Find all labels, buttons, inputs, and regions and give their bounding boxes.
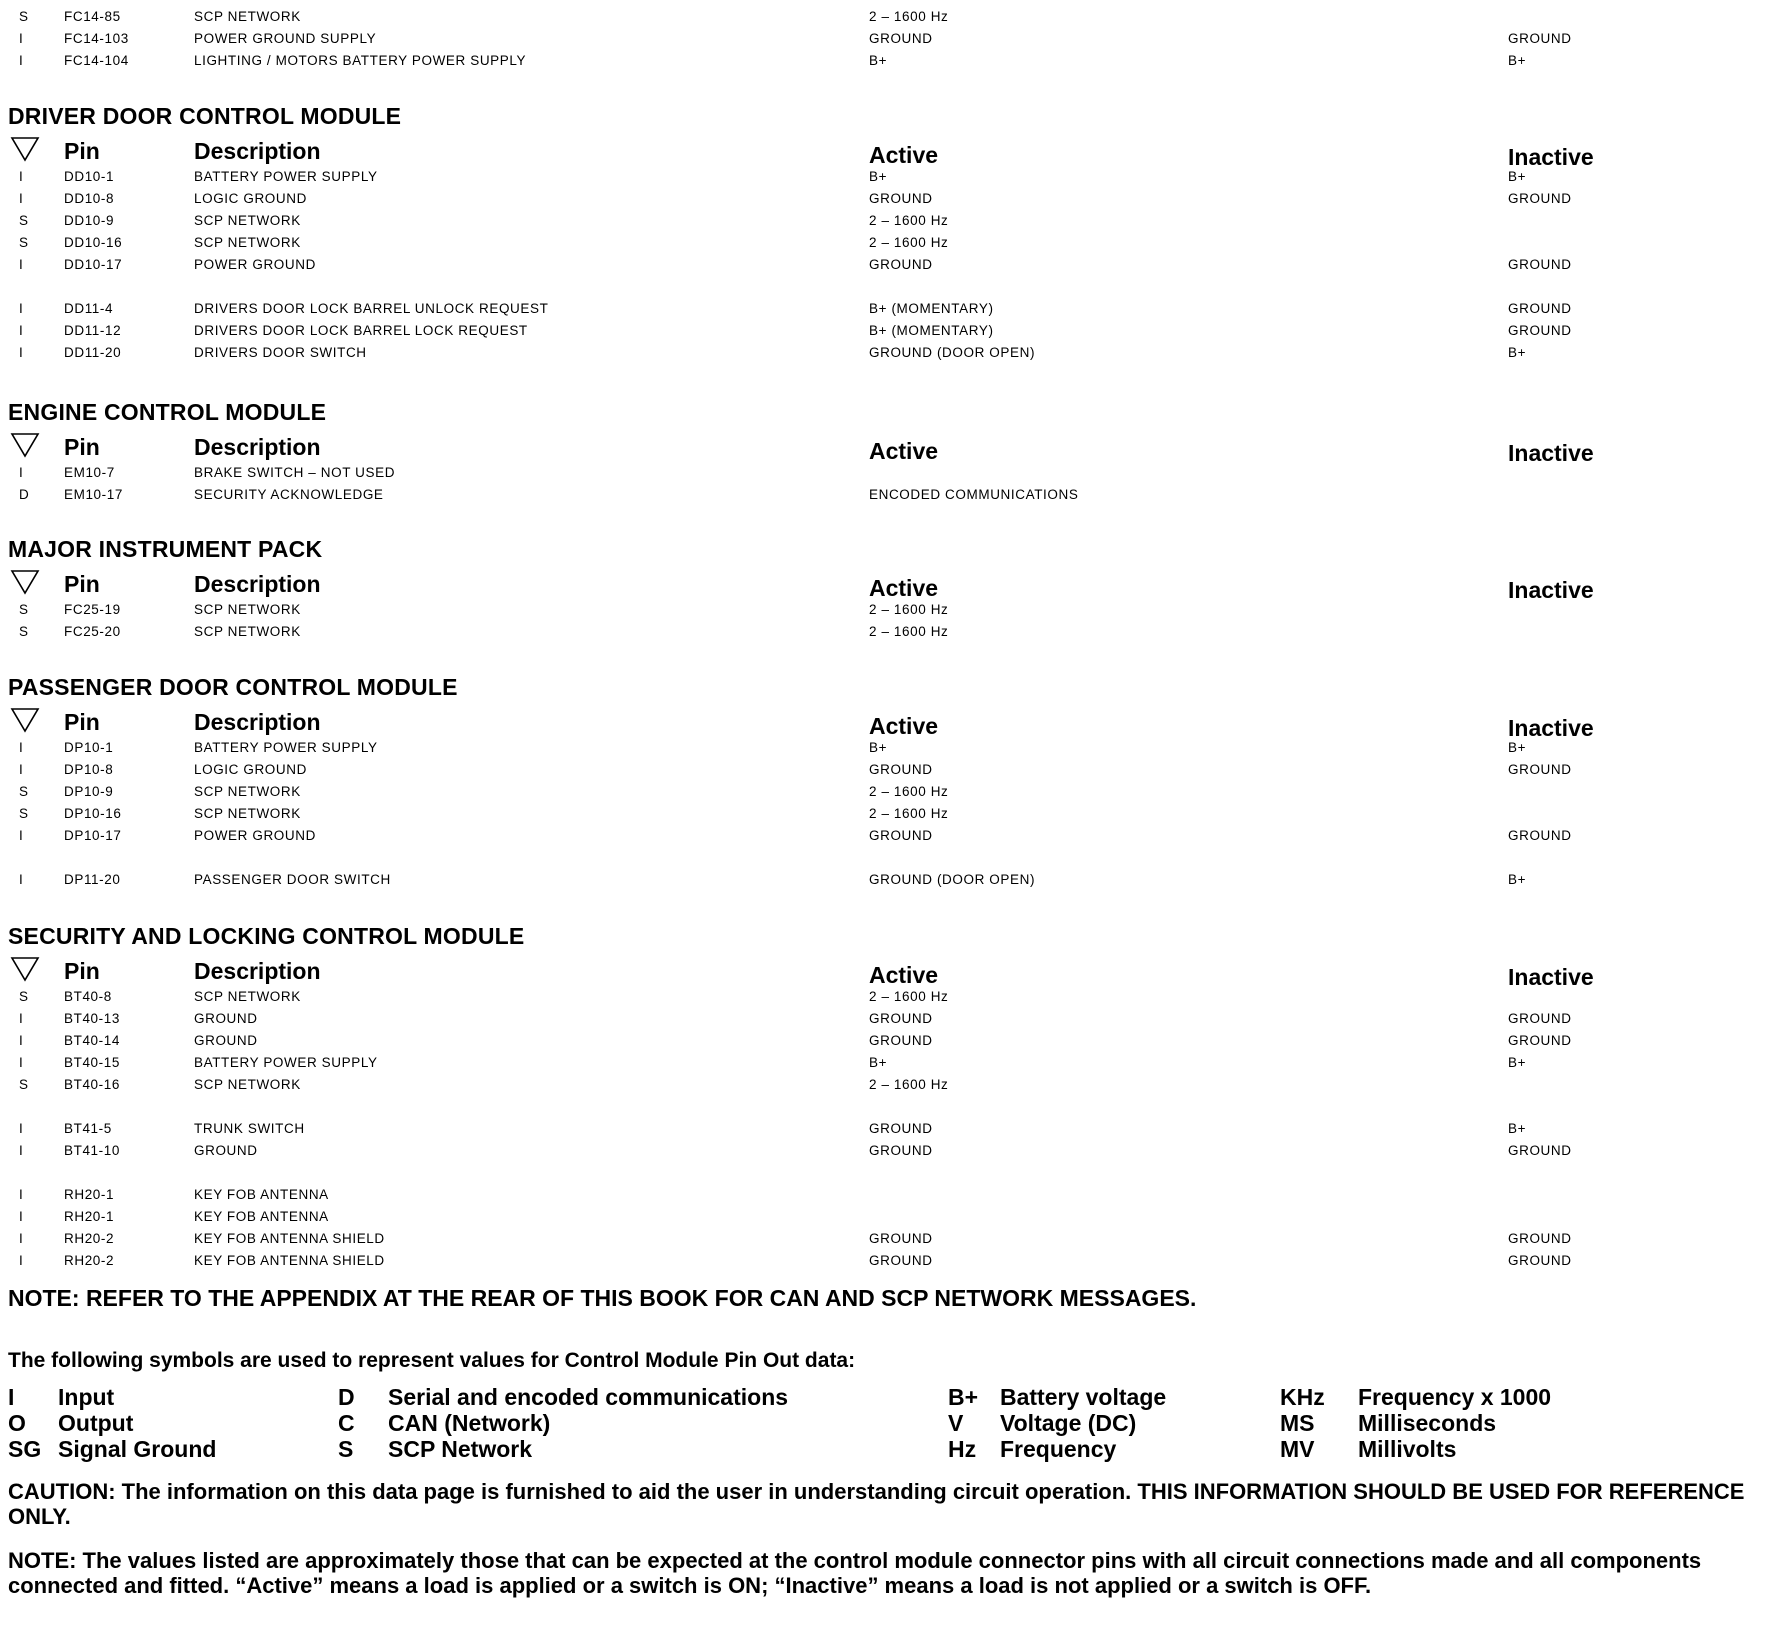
column-header-row: [0, 430, 1790, 464]
triangle-icon: [10, 136, 40, 162]
legend-label: Signal Ground: [58, 1436, 217, 1462]
legend-row: [0, 1384, 1790, 1410]
pin-id: FC14-85: [64, 9, 121, 24]
pin-type: I: [19, 740, 24, 755]
table-row: [0, 1074, 1790, 1096]
pin-inactive-value: GROUND: [1508, 762, 1572, 777]
pin-description: BATTERY POWER SUPPLY: [194, 1055, 378, 1070]
legend-symbol: V: [948, 1410, 964, 1436]
header-inactive: Inactive: [1508, 577, 1594, 603]
pin-description: KEY FOB ANTENNA SHIELD: [194, 1253, 385, 1268]
header-pin: Pin: [64, 571, 100, 597]
header-inactive: Inactive: [1508, 715, 1594, 741]
pin-description: SCP NETWORK: [194, 784, 301, 799]
pin-description: SCP NETWORK: [194, 602, 301, 617]
caution-note: CAUTION: The information on this data page is furnished to aid the user in understanding circuit operation. THIS INFORMATION SHOULD BE USED FOR REFERENCE ONLY.: [8, 1479, 1745, 1529]
pin-active-value: GROUND: [869, 1033, 933, 1048]
table-row: [0, 759, 1790, 781]
pin-description: SCP NETWORK: [194, 213, 301, 228]
pin-type: I: [19, 1143, 24, 1158]
pin-type: I: [19, 1055, 24, 1070]
pin-id: FC25-19: [64, 602, 121, 617]
pin-id: DD11-4: [64, 301, 114, 316]
pin-type: I: [19, 1033, 24, 1048]
pin-type: I: [19, 169, 24, 184]
pin-active-value: 2 – 1600 Hz: [869, 235, 949, 250]
pin-active-value: 2 – 1600 Hz: [869, 806, 949, 821]
pin-id: BT40-14: [64, 1033, 120, 1048]
pin-inactive-value: B+: [1508, 1055, 1527, 1070]
pin-type: I: [19, 31, 24, 46]
pin-description: KEY FOB ANTENNA: [194, 1187, 329, 1202]
table-row: [0, 1008, 1790, 1030]
header-description: Description: [194, 571, 321, 597]
header-description: Description: [194, 138, 321, 164]
pin-inactive-value: GROUND: [1508, 191, 1572, 206]
section-title: MAJOR INSTRUMENT PACK: [8, 536, 323, 562]
pin-active-value: GROUND: [869, 828, 933, 843]
pin-active-value: ENCODED COMMUNICATIONS: [869, 487, 1079, 502]
pin-description: PASSENGER DOOR SWITCH: [194, 872, 391, 887]
table-row: [0, 986, 1790, 1008]
table-row: [0, 825, 1790, 847]
pin-id: DP10-17: [64, 828, 122, 843]
pin-type: I: [19, 1187, 24, 1202]
header-active: Active: [869, 962, 939, 988]
section-title: DRIVER DOOR CONTROL MODULE: [8, 103, 402, 129]
pin-type: I: [19, 1011, 24, 1026]
legend-label: Millivolts: [1358, 1436, 1457, 1462]
table-row: [0, 737, 1790, 759]
values-note: NOTE: The values listed are approximately those that can be expected at the control module connector pins with all circuit connections made and all components connected and fitted. “Active” means a load is applied or a switch is ON; “Inactive” means a load is not applied or a switch is OFF.: [8, 1548, 1702, 1598]
pin-active-value: 2 – 1600 Hz: [869, 213, 949, 228]
header-description: Description: [194, 958, 321, 984]
pin-id: FC25-20: [64, 624, 121, 639]
pin-description: LOGIC GROUND: [194, 191, 307, 206]
legend-symbol: KHz: [1280, 1384, 1325, 1410]
pin-active-value: GROUND: [869, 762, 933, 777]
legend-label: Input: [58, 1384, 115, 1410]
table-row: [0, 484, 1790, 506]
pin-inactive-value: GROUND: [1508, 1253, 1572, 1268]
pin-active-value: GROUND (DOOR OPEN): [869, 872, 1036, 887]
pin-type: S: [19, 602, 29, 617]
pin-id: DP10-16: [64, 806, 122, 821]
pin-type: I: [19, 828, 24, 843]
pin-active-value: GROUND: [869, 191, 933, 206]
legend-symbol: I: [8, 1384, 15, 1410]
pin-id: DD10-17: [64, 257, 123, 272]
pin-description: GROUND: [194, 1033, 258, 1048]
pin-description: SCP NETWORK: [194, 9, 301, 24]
pin-active-value: GROUND: [869, 1253, 933, 1268]
pin-active-value: GROUND: [869, 1011, 933, 1026]
pin-active-value: B+: [869, 53, 888, 68]
column-header-row: [0, 567, 1790, 601]
pin-type: I: [19, 53, 24, 68]
pin-type: I: [19, 1231, 24, 1246]
pin-description: BATTERY POWER SUPPLY: [194, 169, 378, 184]
pin-inactive-value: GROUND: [1508, 1011, 1572, 1026]
legend-label: Battery voltage: [1000, 1384, 1167, 1410]
pin-description: POWER GROUND SUPPLY: [194, 31, 377, 46]
table-row: [0, 1030, 1790, 1052]
pin-active-value: B+: [869, 1055, 888, 1070]
triangle-icon: [10, 707, 40, 733]
pin-id: FC14-103: [64, 31, 129, 46]
pin-id: EM10-7: [64, 465, 115, 480]
pin-active-value: 2 – 1600 Hz: [869, 1077, 949, 1092]
pin-description: LIGHTING / MOTORS BATTERY POWER SUPPLY: [194, 53, 527, 68]
column-header-row: [0, 705, 1790, 739]
pin-active-value: GROUND: [869, 1143, 933, 1158]
table-row: [0, 210, 1790, 232]
pin-active-value: GROUND: [869, 1231, 933, 1246]
pin-type: I: [19, 1121, 24, 1136]
legend-row: [0, 1410, 1790, 1436]
table-row: [0, 298, 1790, 320]
table-row: [0, 254, 1790, 276]
table-row: [0, 188, 1790, 210]
pin-id: BT40-13: [64, 1011, 120, 1026]
legend-label: Milliseconds: [1358, 1410, 1497, 1436]
pin-type: I: [19, 762, 24, 777]
pin-active-value: 2 – 1600 Hz: [869, 602, 949, 617]
top-table-row: [0, 50, 1790, 72]
legend-label: Frequency x 1000: [1358, 1384, 1552, 1410]
pin-id: DD10-16: [64, 235, 123, 250]
legend-label: SCP Network: [388, 1436, 533, 1462]
pin-id: DD10-9: [64, 213, 115, 228]
pin-id: RH20-2: [64, 1253, 115, 1268]
legend-symbol: MV: [1280, 1436, 1315, 1462]
pin-type: D: [19, 487, 30, 502]
pin-id: DD11-20: [64, 345, 122, 360]
section-title: SECURITY AND LOCKING CONTROL MODULE: [8, 923, 525, 949]
pin-description: KEY FOB ANTENNA: [194, 1209, 329, 1224]
pin-active-value: GROUND: [869, 1121, 933, 1136]
pin-active-value: B+: [869, 169, 888, 184]
pin-id: EM10-17: [64, 487, 123, 502]
legend-symbol: S: [338, 1436, 354, 1462]
table-row: [0, 1228, 1790, 1250]
pin-description: SCP NETWORK: [194, 235, 301, 250]
pin-id: DD10-1: [64, 169, 115, 184]
table-row: [0, 1052, 1790, 1074]
legend-symbol: SG: [8, 1436, 42, 1462]
pin-id: DP11-20: [64, 872, 121, 887]
pin-inactive-value: GROUND: [1508, 257, 1572, 272]
legend-row: [0, 1436, 1790, 1462]
header-active: Active: [869, 575, 939, 601]
pin-type: S: [19, 624, 29, 639]
legend-symbol: O: [8, 1410, 26, 1436]
pin-type: I: [19, 872, 24, 887]
pin-id: RH20-2: [64, 1231, 115, 1246]
pin-type: S: [19, 9, 29, 24]
table-row: [0, 1250, 1790, 1272]
legend-label: CAN (Network): [388, 1410, 551, 1436]
pin-type: I: [19, 345, 24, 360]
pin-type: I: [19, 191, 24, 206]
header-active: Active: [869, 713, 939, 739]
pin-inactive-value: GROUND: [1508, 301, 1572, 316]
header-pin: Pin: [64, 709, 100, 735]
pin-id: DP10-9: [64, 784, 114, 799]
pin-id: DD10-8: [64, 191, 115, 206]
pin-inactive-value: GROUND: [1508, 1143, 1572, 1158]
column-header-row: [0, 954, 1790, 988]
top-table-row: [0, 28, 1790, 50]
pin-description: TRUNK SWITCH: [194, 1121, 305, 1136]
header-active: Active: [869, 142, 939, 168]
pin-inactive-value: B+: [1508, 740, 1527, 755]
pin-inactive-value: B+: [1508, 872, 1527, 887]
pin-type: I: [19, 323, 24, 338]
pin-description: KEY FOB ANTENNA SHIELD: [194, 1231, 385, 1246]
pin-type: S: [19, 1077, 29, 1092]
table-row: [0, 1140, 1790, 1162]
table-row: [0, 869, 1790, 891]
pin-description: DRIVERS DOOR LOCK BARREL LOCK REQUEST: [194, 323, 528, 338]
legend-symbol: C: [338, 1410, 355, 1436]
column-header-row: [0, 134, 1790, 168]
pin-type: I: [19, 465, 24, 480]
table-row: [0, 462, 1790, 484]
legend-symbol: Hz: [948, 1436, 977, 1462]
pin-description: BRAKE SWITCH – NOT USED: [194, 465, 396, 480]
header-active: Active: [869, 438, 939, 464]
legend-symbol: D: [338, 1384, 355, 1410]
legend-label: Frequency: [1000, 1436, 1117, 1462]
legend-label: Voltage (DC): [1000, 1410, 1137, 1436]
pin-description: SCP NETWORK: [194, 624, 301, 639]
pin-type: S: [19, 806, 29, 821]
triangle-icon: [10, 569, 40, 595]
pin-inactive-value: GROUND: [1508, 828, 1572, 843]
header-pin: Pin: [64, 138, 100, 164]
header-description: Description: [194, 709, 321, 735]
pin-type: I: [19, 1253, 24, 1268]
legend-symbol: MS: [1280, 1410, 1315, 1436]
pin-active-value: B+ (MOMENTARY): [869, 323, 994, 338]
pin-description: LOGIC GROUND: [194, 762, 307, 777]
pin-inactive-value: GROUND: [1508, 1033, 1572, 1048]
pin-id: BT41-5: [64, 1121, 112, 1136]
legend-symbol: B+: [948, 1384, 979, 1410]
table-row: [0, 803, 1790, 825]
pin-id: RH20-1: [64, 1187, 115, 1202]
pin-description: SCP NETWORK: [194, 989, 301, 1004]
header-inactive: Inactive: [1508, 144, 1594, 170]
triangle-icon: [10, 432, 40, 458]
pin-active-value: 2 – 1600 Hz: [869, 989, 949, 1004]
header-inactive: Inactive: [1508, 964, 1594, 990]
pin-id: DD11-12: [64, 323, 122, 338]
pin-id: BT40-15: [64, 1055, 120, 1070]
pin-description: POWER GROUND: [194, 257, 316, 272]
pin-description: BATTERY POWER SUPPLY: [194, 740, 378, 755]
pin-description: SCP NETWORK: [194, 806, 301, 821]
pin-id: BT40-16: [64, 1077, 120, 1092]
pin-inactive-value: B+: [1508, 169, 1527, 184]
pin-type: I: [19, 301, 24, 316]
top-table-row: [0, 6, 1790, 28]
table-row: [0, 1118, 1790, 1140]
pin-id: DP10-1: [64, 740, 114, 755]
appendix-note: NOTE: REFER TO THE APPENDIX AT THE REAR OF THIS BOOK FOR CAN AND SCP NETWORK MESSAGES.: [8, 1285, 1197, 1311]
pin-inactive-value: GROUND: [1508, 1231, 1572, 1246]
pin-type: S: [19, 989, 29, 1004]
pin-active-value: 2 – 1600 Hz: [869, 624, 949, 639]
pin-type: I: [19, 257, 24, 272]
pin-id: BT40-8: [64, 989, 112, 1004]
pin-inactive-value: B+: [1508, 53, 1527, 68]
header-description: Description: [194, 434, 321, 460]
pin-inactive-value: GROUND: [1508, 323, 1572, 338]
pin-active-value: B+: [869, 740, 888, 755]
pin-description: POWER GROUND: [194, 828, 316, 843]
table-row: [0, 1206, 1790, 1228]
table-row: [0, 781, 1790, 803]
pin-inactive-value: B+: [1508, 1121, 1527, 1136]
pin-inactive-value: GROUND: [1508, 31, 1572, 46]
pin-description: DRIVERS DOOR LOCK BARREL UNLOCK REQUEST: [194, 301, 549, 316]
table-row: [0, 166, 1790, 188]
header-pin: Pin: [64, 434, 100, 460]
table-row: [0, 621, 1790, 643]
pin-id: RH20-1: [64, 1209, 115, 1224]
pin-description: SCP NETWORK: [194, 1077, 301, 1092]
table-row: [0, 1184, 1790, 1206]
pin-id: BT41-10: [64, 1143, 120, 1158]
pin-inactive-value: B+: [1508, 345, 1527, 360]
pin-active-value: 2 – 1600 Hz: [869, 9, 949, 24]
section-title: PASSENGER DOOR CONTROL MODULE: [8, 674, 458, 700]
pin-description: DRIVERS DOOR SWITCH: [194, 345, 367, 360]
triangle-icon: [10, 956, 40, 982]
pin-description: GROUND: [194, 1011, 258, 1026]
section-title: ENGINE CONTROL MODULE: [8, 399, 327, 425]
pin-active-value: 2 – 1600 Hz: [869, 784, 949, 799]
pin-active-value: GROUND: [869, 257, 933, 272]
header-inactive: Inactive: [1508, 440, 1594, 466]
table-row: [0, 342, 1790, 364]
symbols-intro: The following symbols are used to represent values for Control Module Pin Out data:: [8, 1349, 856, 1372]
pin-type: S: [19, 784, 29, 799]
pin-type: I: [19, 1209, 24, 1224]
pin-description: SECURITY ACKNOWLEDGE: [194, 487, 384, 502]
table-row: [0, 320, 1790, 342]
legend-label: Serial and encoded communications: [388, 1384, 789, 1410]
table-row: [0, 232, 1790, 254]
pin-active-value: GROUND: [869, 31, 933, 46]
pin-id: DP10-8: [64, 762, 114, 777]
pin-active-value: GROUND (DOOR OPEN): [869, 345, 1036, 360]
pin-description: GROUND: [194, 1143, 258, 1158]
header-pin: Pin: [64, 958, 100, 984]
pin-type: S: [19, 213, 29, 228]
legend-label: Output: [58, 1410, 134, 1436]
table-row: [0, 599, 1790, 621]
pin-id: FC14-104: [64, 53, 129, 68]
pin-type: S: [19, 235, 29, 250]
pin-active-value: B+ (MOMENTARY): [869, 301, 994, 316]
